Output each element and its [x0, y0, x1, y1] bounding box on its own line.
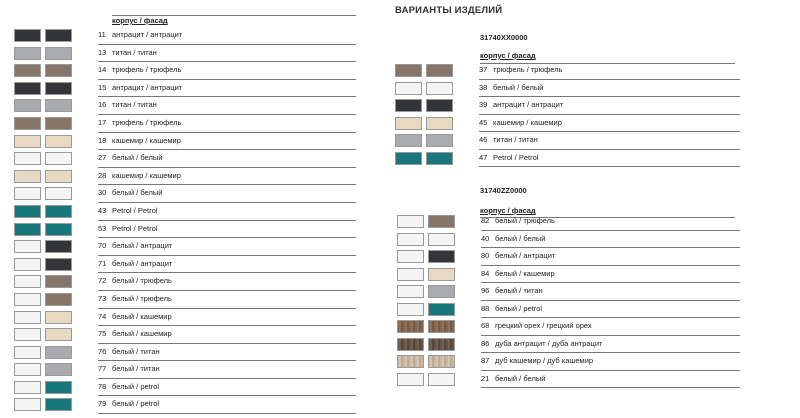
color-swatch: [428, 303, 455, 316]
variant-code: 70: [98, 241, 107, 251]
variant-label: трюфель / трюфель: [112, 65, 182, 75]
color-swatch: [395, 64, 422, 77]
color-swatch: [14, 275, 41, 288]
variant-label: кашемир / кашемир: [112, 135, 181, 145]
variant-code: 76: [98, 346, 107, 356]
variant-code: 78: [98, 381, 107, 391]
color-swatch: [14, 398, 41, 411]
variant-row: [395, 97, 740, 115]
variant-code: 17: [98, 117, 107, 127]
variant-row: [14, 291, 356, 309]
color-swatch: [45, 398, 72, 411]
color-swatch: [395, 117, 422, 130]
variant-row: [14, 97, 356, 115]
variant-label: белый / белый: [112, 188, 163, 198]
color-swatch: [14, 240, 41, 253]
variant-code: 73: [98, 293, 107, 303]
variant-row: [14, 396, 356, 414]
variant-label: белый / антрацит: [495, 251, 556, 260]
color-swatch: [395, 82, 422, 95]
color-swatch: [45, 293, 72, 306]
color-swatch: [428, 338, 455, 351]
color-swatch: [45, 152, 72, 165]
left-column-header: корпус / фасад: [112, 16, 168, 25]
variant-code: 11: [98, 30, 106, 39]
color-swatch: [45, 381, 72, 394]
color-swatch: [397, 215, 424, 228]
variant-label: грецкий орех / грецкий орех: [495, 321, 592, 330]
variant-label: белый / кашемир: [112, 329, 172, 339]
variant-row: [395, 132, 740, 150]
color-swatch: [45, 328, 72, 341]
variant-code: 74: [98, 311, 107, 321]
color-swatch: [397, 303, 424, 316]
variant-code: 77: [98, 364, 107, 374]
variant-code: 79: [98, 399, 107, 409]
variant-label: антрацит / антрацит: [112, 82, 183, 92]
color-swatch: [14, 99, 41, 112]
variant-row: [14, 221, 356, 239]
color-swatch: [426, 134, 453, 147]
color-swatch: [45, 99, 72, 112]
color-swatch: [45, 47, 72, 60]
color-swatch: [14, 311, 41, 324]
color-swatch: [426, 117, 453, 130]
color-swatch: [428, 215, 455, 228]
left-variant-list: [14, 15, 356, 414]
variant-row: [14, 45, 356, 63]
variant-row: [395, 115, 740, 133]
variant-row: [395, 336, 740, 354]
page-title: ВАРИАНТЫ ИЗДЕЛИЙ: [395, 5, 503, 16]
variant-label: кашемир / кашемир: [112, 170, 181, 180]
variant-label: Petrol / Petrol: [112, 205, 158, 215]
variant-code: 53: [98, 223, 107, 233]
color-swatch: [397, 285, 424, 298]
variant-row: [14, 326, 356, 344]
group-xx-model: 31740XX0000: [480, 33, 528, 42]
variant-row: [395, 283, 740, 301]
color-swatch: [45, 187, 72, 200]
variant-row: [395, 150, 740, 168]
variant-code: 28: [98, 170, 107, 180]
color-swatch: [14, 187, 41, 200]
color-swatch: [45, 240, 72, 253]
group-xx-rows: [395, 62, 740, 167]
color-swatch: [428, 233, 455, 246]
variant-row: [395, 266, 740, 284]
color-swatch: [14, 82, 41, 95]
color-swatch: [395, 134, 422, 147]
color-swatch: [397, 250, 424, 263]
color-swatch: [45, 82, 72, 95]
variant-label: трюфель / трюфель: [112, 117, 182, 127]
color-swatch: [45, 311, 72, 324]
variant-row: [14, 273, 356, 291]
variant-code: 45: [479, 117, 488, 127]
variant-label: дуб кашемир / дуб кашемир: [495, 356, 594, 365]
color-swatch: [428, 268, 455, 281]
color-swatch: [14, 170, 41, 183]
color-swatch: [428, 373, 455, 386]
variant-code: 86: [481, 338, 490, 348]
left-rows: [14, 27, 356, 414]
variant-code: 21: [481, 373, 490, 383]
variant-code: 14: [98, 65, 107, 75]
variant-code: 16: [98, 100, 107, 110]
variant-row: [14, 361, 356, 379]
color-swatch: [428, 285, 455, 298]
variant-row: [14, 238, 356, 256]
group-zz-header: корпус / фасад: [480, 206, 536, 215]
color-swatch: [14, 29, 41, 42]
color-swatch: [397, 320, 424, 333]
variant-label: белый / антрацит: [112, 241, 173, 251]
color-swatch: [14, 47, 41, 60]
variant-code: 75: [98, 329, 107, 339]
group-xx-header: корпус / фасад: [480, 51, 536, 60]
color-swatch: [14, 293, 41, 306]
color-swatch: [14, 223, 41, 236]
variant-label: титан / титан: [493, 135, 538, 144]
variant-code: 37: [479, 65, 488, 74]
color-swatch: [428, 355, 455, 368]
variant-code: 80: [481, 251, 490, 260]
color-swatch: [45, 170, 72, 183]
color-swatch: [14, 117, 41, 130]
variant-label: Petrol / Petrol: [493, 152, 539, 162]
color-swatch: [45, 223, 72, 236]
color-swatch: [426, 99, 453, 112]
variant-row: [14, 379, 356, 397]
variant-label: белый / трюфель: [495, 216, 555, 225]
color-swatch: [428, 250, 455, 263]
row-divider: [98, 413, 356, 414]
color-swatch: [14, 346, 41, 359]
variant-row: [14, 150, 356, 168]
variant-code: 96: [481, 286, 490, 295]
variant-code: 84: [481, 268, 490, 278]
variant-code: 15: [98, 82, 107, 92]
variant-label: белый / белый: [493, 82, 544, 92]
variant-row: [395, 301, 740, 319]
variant-row: [395, 213, 740, 231]
variant-code: 46: [479, 135, 488, 144]
variant-row: [395, 231, 740, 249]
color-swatch: [45, 64, 72, 77]
variant-label: белый / белый: [112, 153, 163, 163]
variant-label: белый / белый: [495, 233, 546, 243]
color-swatch: [397, 355, 424, 368]
row-divider: [481, 387, 740, 388]
variant-label: антрацит / антрацит: [493, 100, 564, 109]
color-swatch: [45, 258, 72, 271]
variant-label: белый / petrol: [112, 381, 160, 391]
variant-code: 82: [481, 216, 490, 225]
color-swatch: [45, 29, 72, 42]
variant-label: титан / титан: [112, 47, 157, 57]
color-swatch: [45, 346, 72, 359]
variant-code: 71: [98, 258, 107, 268]
variant-label: белый / титан: [112, 364, 160, 374]
variant-row: [14, 168, 356, 186]
variant-label: белый / трюфель: [112, 293, 172, 303]
variant-code: 87: [481, 356, 490, 365]
color-swatch: [428, 320, 455, 333]
variant-row: [14, 256, 356, 274]
variant-label: Petrol / Petrol: [112, 223, 158, 233]
variant-code: 13: [98, 47, 107, 57]
variant-code: 43: [98, 205, 107, 215]
group-zz-model: 31740ZZ0000: [480, 186, 527, 195]
variant-code: 68: [481, 321, 490, 330]
color-swatch: [397, 338, 424, 351]
variant-code: 38: [479, 82, 488, 92]
variant-row: [395, 353, 740, 371]
variant-label: титан / титан: [112, 100, 157, 110]
color-swatch: [397, 268, 424, 281]
variant-code: 88: [481, 303, 490, 313]
variant-code: 30: [98, 188, 107, 198]
variant-code: 40: [481, 233, 490, 243]
variant-label: белый / petrol: [112, 399, 160, 409]
variant-label: белый / антрацит: [112, 258, 173, 268]
variant-row: [14, 344, 356, 362]
color-swatch: [426, 152, 453, 165]
variant-label: трюфель / трюфель: [493, 65, 563, 74]
color-swatch: [395, 152, 422, 165]
color-swatch: [14, 64, 41, 77]
variant-label: антрацит / антрацит: [112, 30, 183, 39]
color-swatch: [397, 373, 424, 386]
variant-label: дуба антрацит / дуба антрацит: [495, 338, 603, 348]
variant-row: [395, 371, 740, 389]
variant-label: белый / трюфель: [112, 276, 172, 286]
variant-row: [395, 318, 740, 336]
variant-code: 72: [98, 276, 107, 286]
variant-label: белый / титан: [112, 346, 160, 356]
variant-row: [14, 27, 356, 45]
color-swatch: [426, 82, 453, 95]
color-swatch: [14, 135, 41, 148]
variant-row: [14, 203, 356, 221]
variant-row: [14, 309, 356, 327]
color-swatch: [45, 117, 72, 130]
color-swatch: [395, 99, 422, 112]
variant-code: 18: [98, 135, 107, 145]
variant-code: 39: [479, 100, 488, 109]
variant-row: [14, 62, 356, 80]
color-swatch: [45, 135, 72, 148]
variant-row: [14, 115, 356, 133]
variant-label: белый / белый: [495, 373, 546, 383]
color-swatch: [14, 328, 41, 341]
variant-row: [14, 133, 356, 151]
variant-row: [395, 248, 740, 266]
row-divider: [479, 166, 740, 167]
variant-label: кашемир / кашемир: [493, 117, 562, 127]
variant-row: [395, 62, 740, 80]
color-swatch: [14, 258, 41, 271]
variant-row: [14, 185, 356, 203]
variant-code: 27: [98, 153, 107, 163]
color-swatch: [14, 152, 41, 165]
color-swatch: [14, 205, 41, 218]
variant-code: 47: [479, 152, 488, 162]
variant-row: [14, 80, 356, 98]
color-swatch: [426, 64, 453, 77]
color-swatch: [45, 275, 72, 288]
variant-label: белый / титан: [495, 286, 543, 295]
divider: [112, 15, 356, 16]
color-swatch: [45, 205, 72, 218]
color-swatch: [14, 381, 41, 394]
group-zz-rows: [395, 213, 740, 388]
variant-label: белый / кашемир: [112, 311, 172, 321]
color-swatch: [397, 233, 424, 246]
color-swatch: [14, 363, 41, 376]
variant-label: белый / кашемир: [495, 268, 555, 278]
variant-label: белый / petrol: [495, 303, 543, 313]
color-swatch: [45, 363, 72, 376]
variant-row: [395, 80, 740, 98]
